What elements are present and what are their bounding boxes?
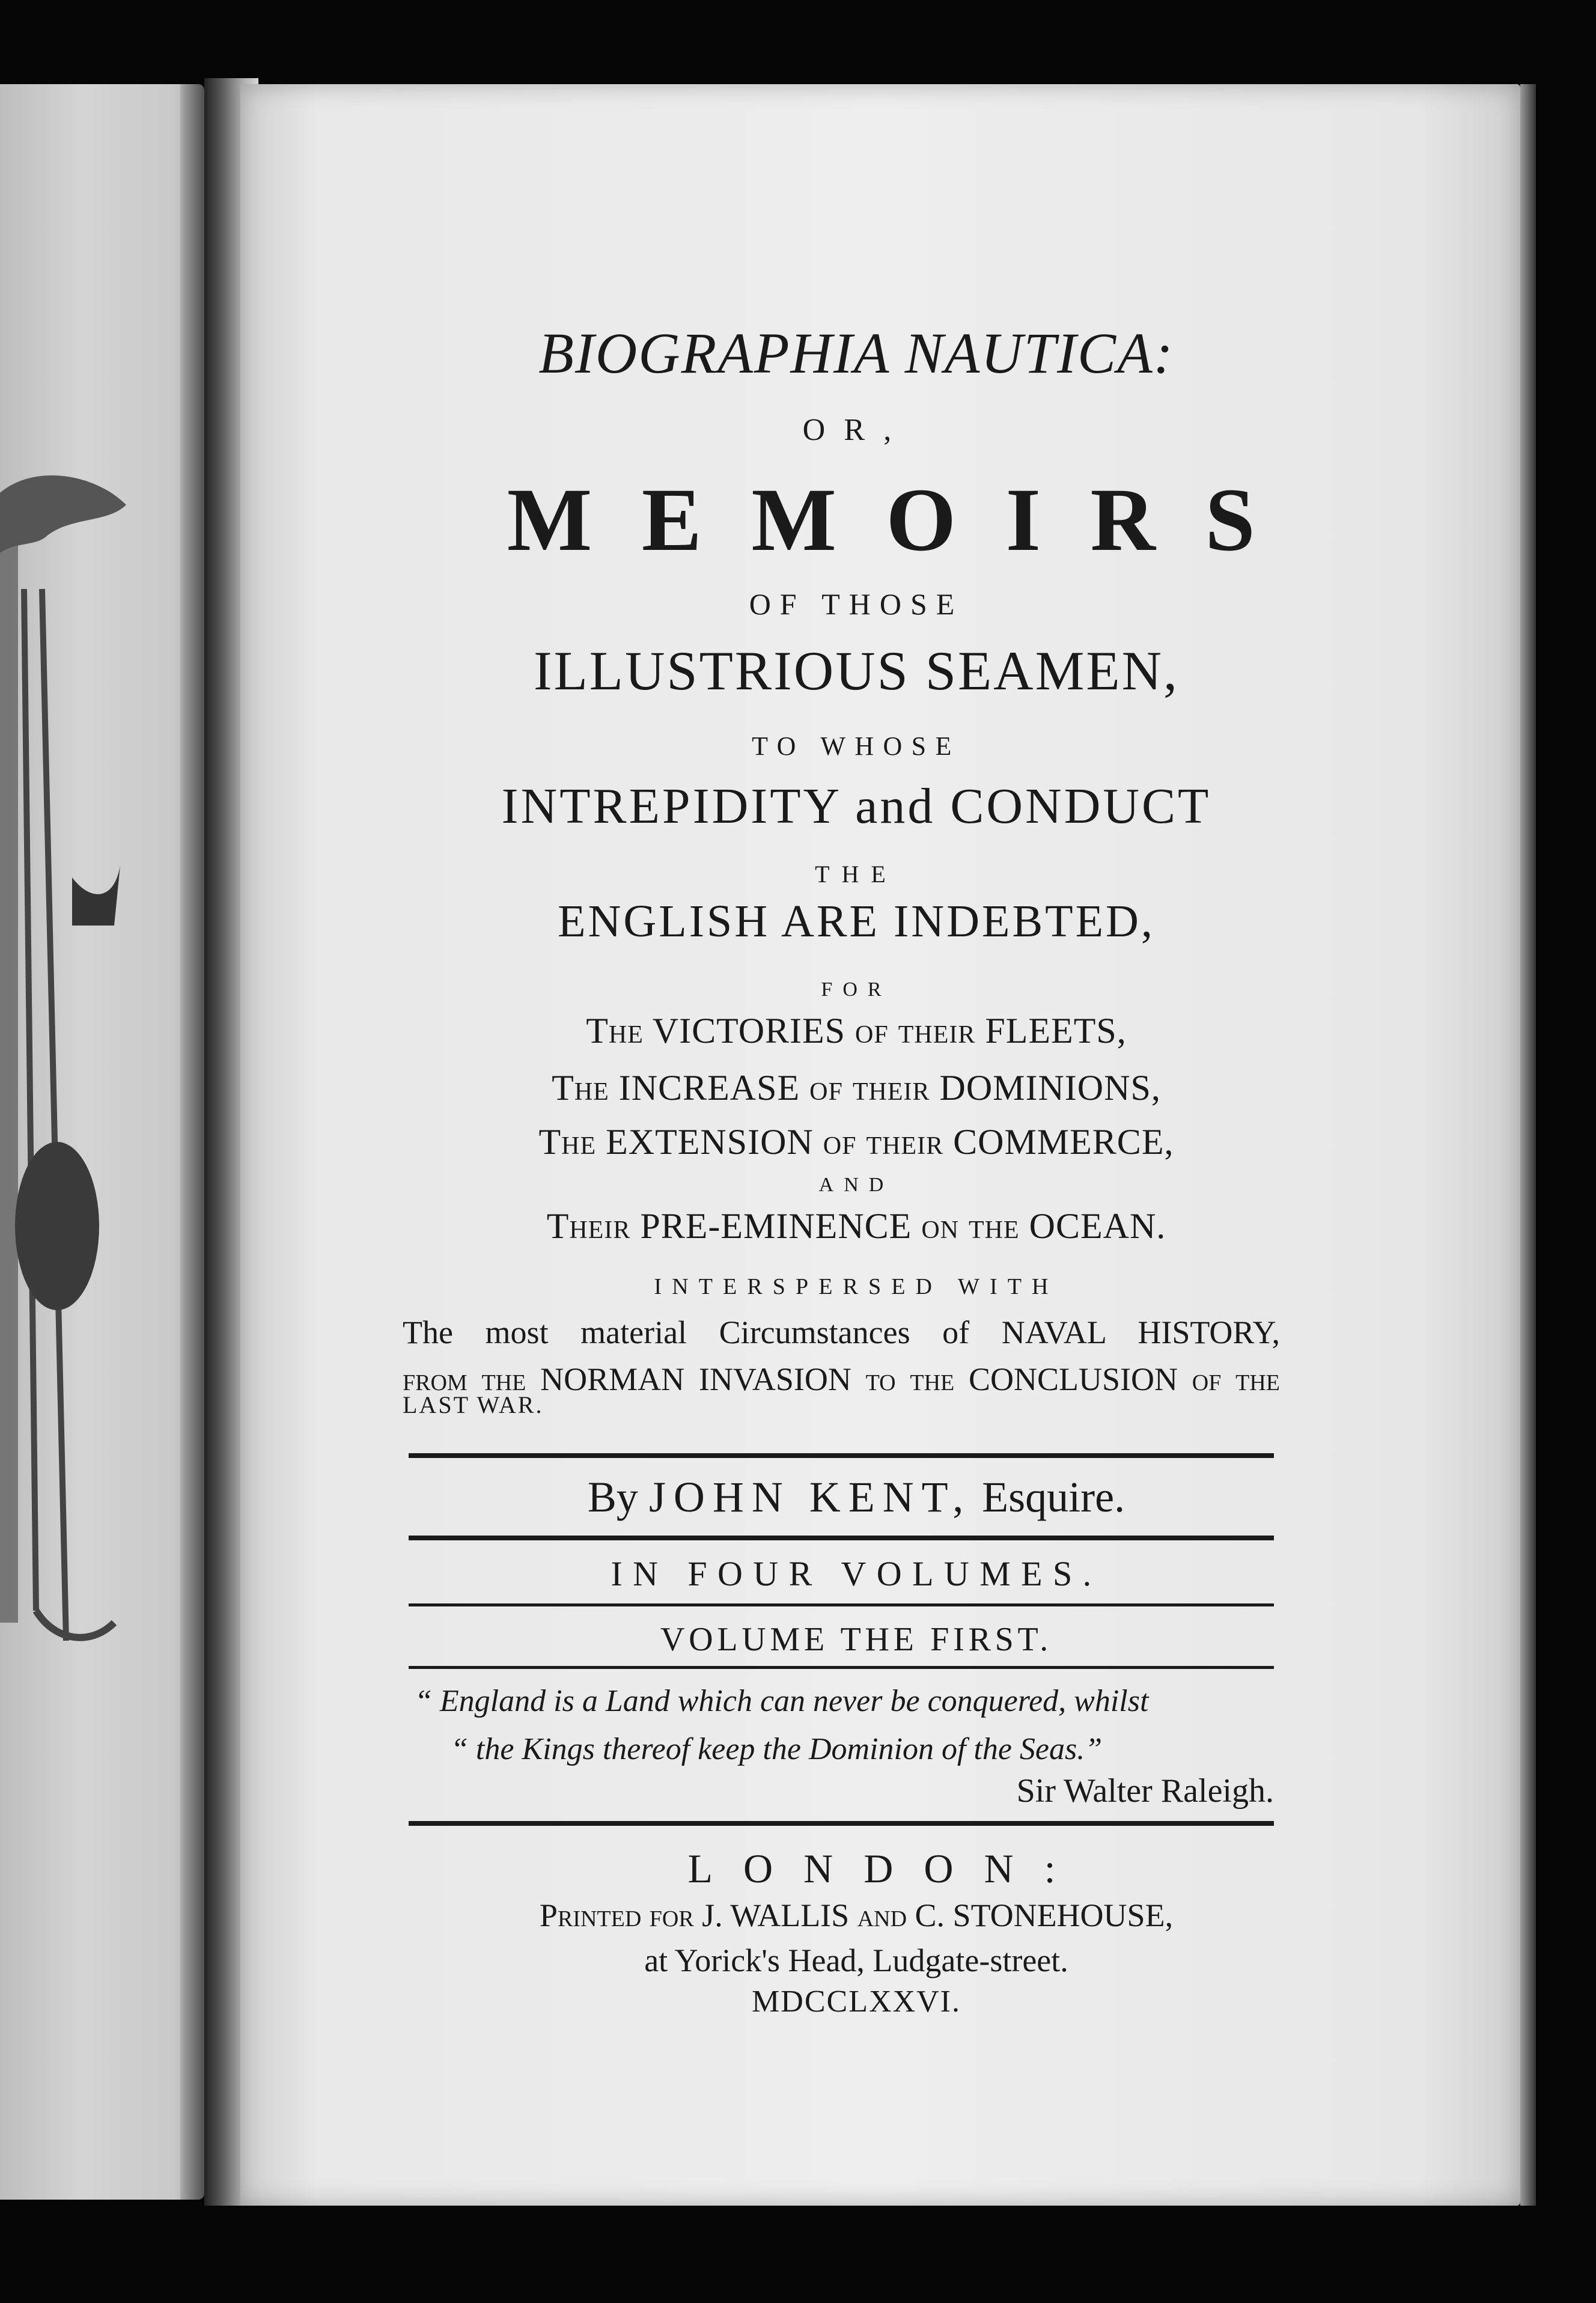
subtitle-english-indebted: ENGLISH ARE INDEBTED,	[558, 896, 1155, 947]
epigraph-attribution: Sir Walter Raleigh.	[1016, 1772, 1274, 1810]
page-edge	[1520, 84, 1536, 2206]
history-line-2: from the NORMAN INVASION to the CONCLUSION of the	[403, 1361, 1280, 1397]
volumes-line: IN FOUR VOLUMES.	[611, 1554, 1102, 1593]
subtitle-to-whose: TO WHOSE	[752, 731, 961, 761]
imprint-address: at Yorick's Head, Ludgate-street.	[644, 1942, 1068, 1978]
author-line	[337, 1475, 1376, 1519]
author-by: By	[587, 1473, 638, 1521]
subtitle-and: AND	[818, 1174, 894, 1196]
divider-rule	[409, 1453, 1274, 1458]
history-line-3: LAST WAR.	[403, 1391, 544, 1418]
imprint-date: MDCCLXXVI.	[752, 1984, 961, 2019]
history-line-1: The most material Circumstances of NAVAL HISTORY,	[403, 1314, 1280, 1350]
subtitle-preeminence: Their PRE-EMINENCE on the OCEAN.	[546, 1206, 1166, 1246]
title-italic: BIOGRAPHIA NAUTICA:	[538, 321, 1174, 385]
author-title: Esquire.	[982, 1473, 1125, 1521]
author-name: JOHN KENT,	[648, 1473, 972, 1521]
subtitle-the: THE	[815, 861, 898, 888]
epigraph-line-1: “ England is a Land which can never be conquered, whilst	[415, 1684, 1149, 1718]
subtitle-of-those: OF THOSE	[749, 587, 964, 621]
divider-rule	[409, 1536, 1274, 1540]
frontispiece-ornament	[0, 475, 126, 553]
divider-rule	[409, 1603, 1274, 1606]
volume-first-line: VOLUME THE FIRST.	[660, 1621, 1052, 1658]
imprint-printer: Printed for J. WALLIS and C. STONEHOUSE,	[539, 1897, 1174, 1933]
frontispiece-ropes	[24, 589, 66, 1641]
divider-rule	[409, 1666, 1274, 1669]
epigraph-line-2: “ the Kings thereof keep the Dominion of the Seas.”	[451, 1732, 1103, 1766]
or-line: OR,	[802, 413, 910, 447]
frontispiece-barrel	[15, 1142, 99, 1310]
subtitle-intrepidity: INTREPIDITY and CONDUCT	[501, 778, 1211, 834]
frontispiece-engraving	[0, 469, 144, 1851]
frontispiece-leaves	[36, 1611, 114, 1638]
subtitle-illustrious-seamen: ILLUSTRIOUS SEAMEN,	[533, 640, 1180, 701]
subtitle-for: FOR	[821, 978, 892, 1001]
subtitle-increase: The INCREASE of their DOMINIONS,	[552, 1068, 1161, 1108]
divider-rule	[409, 1821, 1274, 1826]
subtitle-interspersed: INTERSPERSED WITH	[654, 1274, 1059, 1299]
subtitle-victories: The VICTORIES of their FLEETS,	[586, 1011, 1127, 1051]
anchor-icon	[72, 865, 120, 926]
frontispiece-column	[0, 541, 18, 1623]
subtitle-extension: The EXTENSION of their COMMERCE,	[538, 1122, 1174, 1162]
main-title-memoirs: MEMOIRS	[507, 470, 1305, 570]
imprint-city: LONDON:	[687, 1846, 1086, 1891]
